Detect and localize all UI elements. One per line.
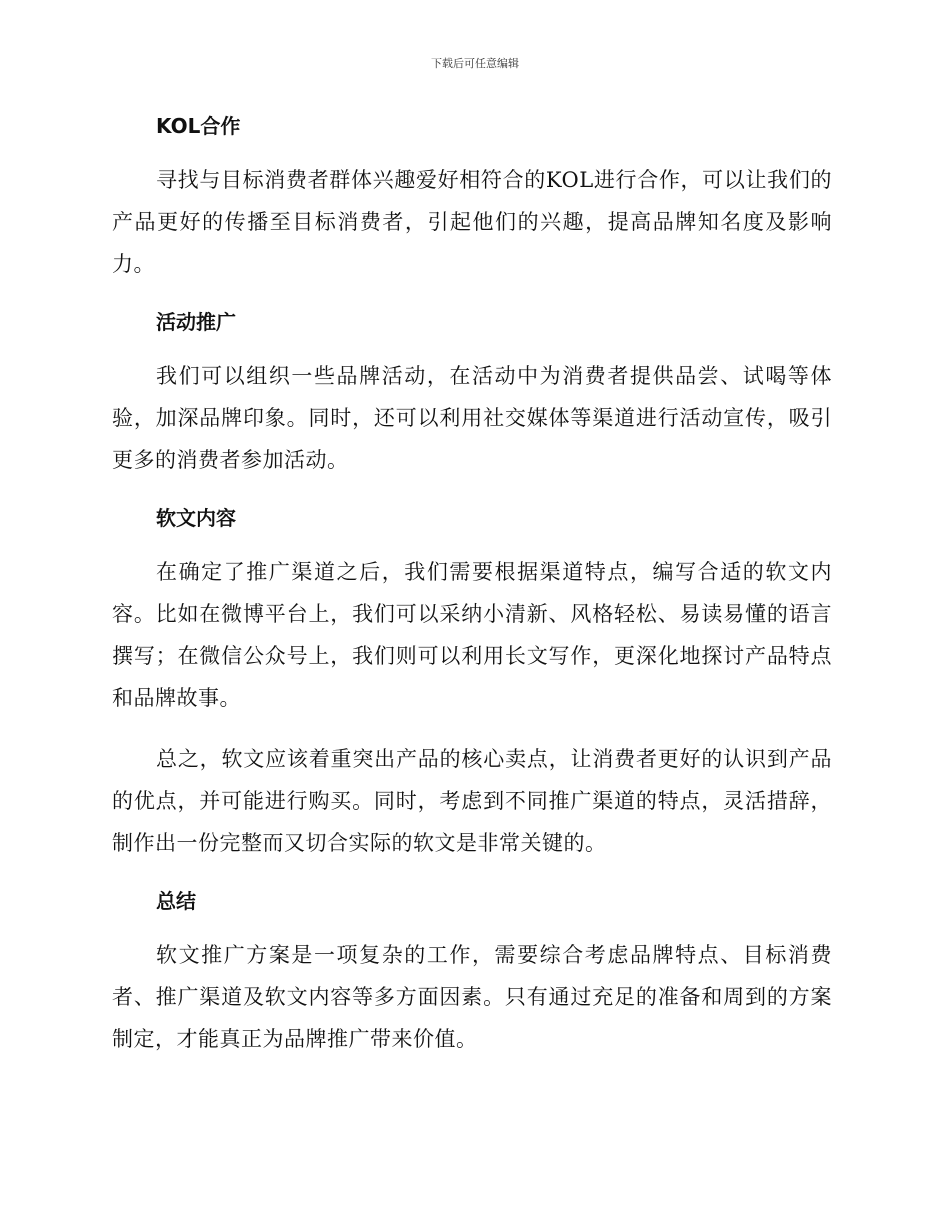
paragraph: 寻找与目标消费者群体兴趣爱好相符合的KOL进行合作，可以让我们的产品更好的传播至目标消费者，引起他们的兴趣，提高品牌知名度及影响力。 [112, 168, 832, 276]
section-heading: KOL合作 [156, 114, 241, 138]
paragraph: 软文推广方案是一项复杂的工作，需要综合考虑品牌特点、目标消费者、推广渠道及软文内容等多方面因素。只有通过充足的准备和周到的方案制定，才能真正为品牌推广带来价值。 [112, 943, 832, 1051]
section-summary [112, 883, 832, 1060]
section-heading: 活动推广 [156, 310, 236, 334]
section-heading: 软文内容 [156, 506, 236, 530]
section-kol [112, 108, 832, 285]
paragraph: 在确定了推广渠道之后，我们需要根据渠道特点，编写合适的软文内容。比如在微博平台上，我们可以采纳小清新、风格轻松、易读易懂的语言撰写；在微信公众号上，我们则可以利用长文写作，更深化地探讨产品特点和品牌故事。 [112, 560, 832, 710]
header-note: 下载后可任意编辑 [431, 57, 519, 70]
document-body [112, 108, 832, 1079]
paragraph: 总之，软文应该着重突出产品的核心卖点，让消费者更好的认识到产品的优点，并可能进行购买。同时，考虑到不同推广渠道的特点，灵活措辞，制作出一份完整而又切合实际的软文是非常关键的。 [112, 747, 832, 855]
section-soft-article-content [112, 500, 832, 864]
paragraph: 我们可以组织一些品牌活动，在活动中为消费者提供品尝、试喝等体验，加深品牌印象。同时，还可以利用社交媒体等渠道进行活动宣传，吸引更多的消费者参加活动。 [112, 364, 832, 472]
section-event-promotion [112, 304, 832, 481]
section-heading: 总结 [156, 889, 196, 913]
